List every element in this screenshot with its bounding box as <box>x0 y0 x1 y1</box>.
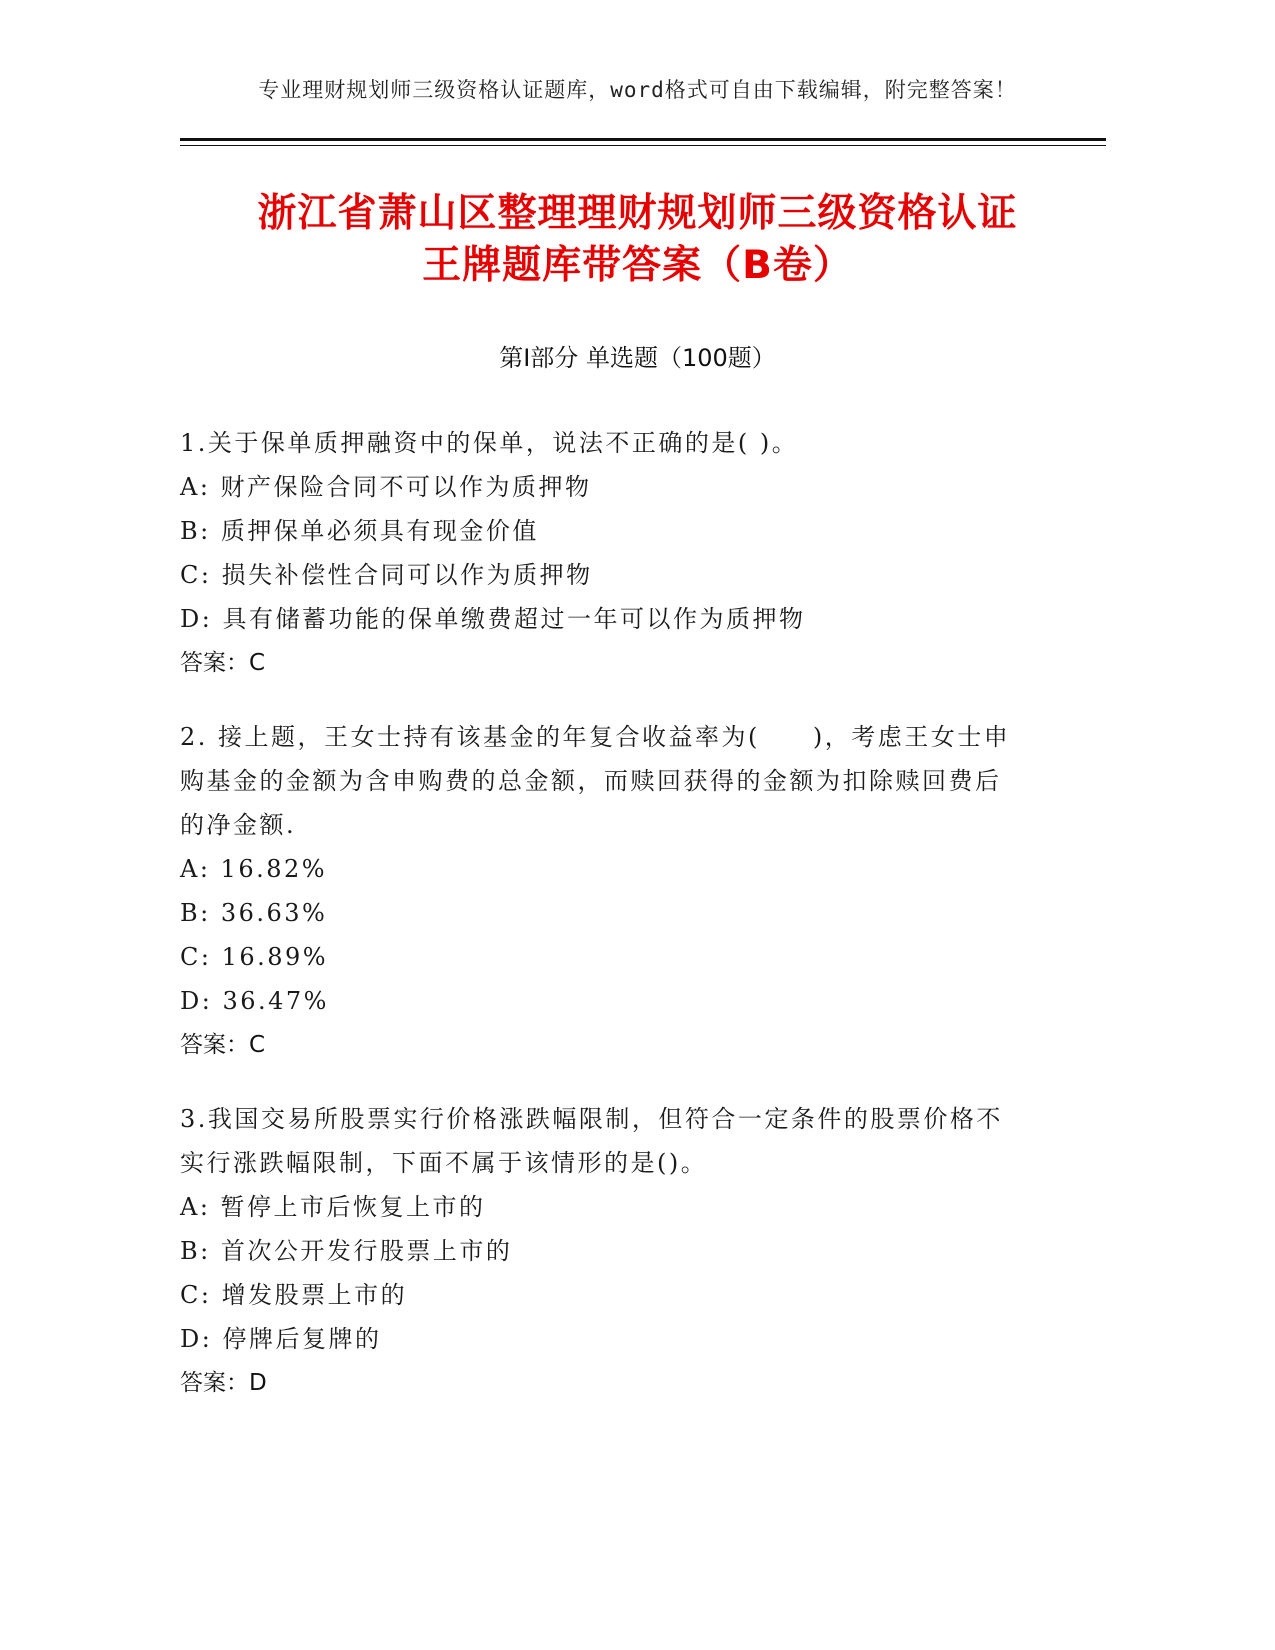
question-2 <box>180 715 1015 1067</box>
option-b: B: 质押保单必须具有现金价值 <box>180 517 539 545</box>
option-c: C: 损失补偿性合同可以作为质押物 <box>180 561 593 589</box>
question-stem: 2. 接上题，王女士持有该基金的年复合收益率为( )，考虑王女士申购基金的金额为含申购费的总金额，而赎回获得的金额为扣除赎回费后的净金额. <box>180 723 1011 839</box>
option-c: C: 增发股票上市的 <box>180 1281 408 1309</box>
option-b: B: 首次公开发行股票上市的 <box>180 1237 513 1265</box>
option-c: C: 16.89% <box>180 943 329 971</box>
question-3 <box>180 1097 1015 1405</box>
option-d: D: 具有储蓄功能的保单缴费超过一年可以作为质押物 <box>180 605 806 633</box>
option-a: A: 暂停上市后恢复上市的 <box>180 1193 486 1221</box>
question-stem: 1.关于保单质押融资中的保单，说法不正确的是( )。 <box>180 429 799 457</box>
document-title <box>180 188 1095 292</box>
question-stem: 3.我国交易所股票实行价格涨跌幅限制，但符合一定条件的股票价格不实行涨跌幅限制，下面不属于该情形的是()。 <box>180 1105 1003 1177</box>
option-d: D: 停牌后复牌的 <box>180 1325 382 1353</box>
option-a: A: 财产保险合同不可以作为质押物 <box>180 473 592 501</box>
question-list <box>180 421 1015 1435</box>
question-1 <box>180 421 1015 685</box>
header-note: 专业理财规划师三级资格认证题库，word格式可自由下载编辑，附完整答案！ <box>258 78 1017 102</box>
option-d: D: 36.47% <box>180 987 329 1015</box>
option-a: A: 16.82% <box>180 855 328 883</box>
document-title-line-2: 王牌题库带答案（B卷） <box>422 243 853 288</box>
section-title: 第Ⅰ部分 单选题（100题） <box>499 344 776 372</box>
option-b: B: 36.63% <box>180 899 328 927</box>
header-divider-thick <box>180 138 1106 141</box>
answer: 答案：C <box>180 1032 266 1058</box>
answer: 答案：D <box>180 1370 267 1396</box>
header-divider-thin <box>180 145 1106 146</box>
document-title-line-1: 浙江省萧山区整理理财规划师三级资格认证 <box>257 191 1018 236</box>
answer: 答案：C <box>180 650 266 676</box>
